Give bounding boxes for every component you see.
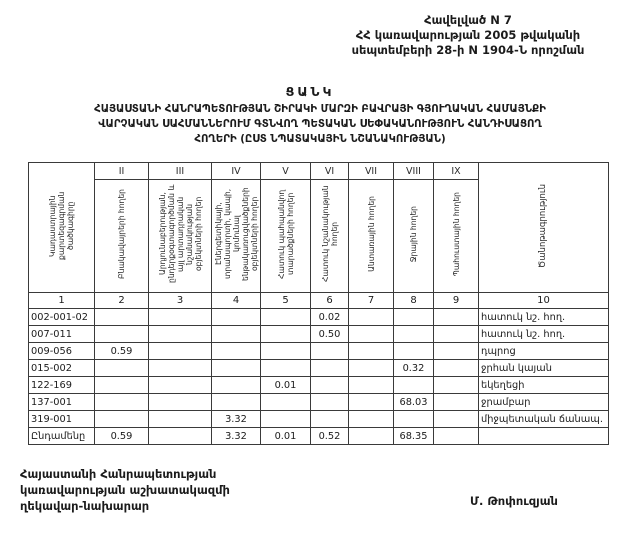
authority-line-3: ղեկավար-նախարար [20,499,150,513]
notes-column-header [479,163,609,293]
area-value-cell [149,428,212,445]
category-header-label: Հատուկ պահպանվող տարածքների հողեր [276,189,295,279]
area-value-cell [434,309,479,326]
authority-line-1: Հայաստանի Հանրապետության [20,467,217,481]
area-value-cell [149,309,212,326]
note-cell: դպրոց [479,343,609,360]
column-number: 3 [149,293,212,309]
table-row [29,377,609,394]
column-number: 5 [261,293,311,309]
annex-header [300,13,636,58]
category-header [394,180,434,293]
table-row [29,309,609,326]
area-value-cell [95,394,149,411]
category-header [434,180,479,293]
parcel-code-cell: 002-001-02 [29,309,95,326]
parcel-code-cell: Ընդամենը [29,428,95,445]
area-value-cell [349,309,394,326]
annex-number: Հավելված N 7 [424,13,512,27]
column-number: 7 [349,293,394,309]
parcel-code-cell: 015-002 [29,360,95,377]
column-number: 1 [29,293,95,309]
area-value-cell [349,428,394,445]
area-value-cell [349,377,394,394]
roman-numeral: IX [434,163,479,180]
column-number: 8 [394,293,434,309]
area-value-cell [394,377,434,394]
code-column-header-label: Կադաստրային քարտեզագրման ծածկագիրը [48,191,75,261]
area-value-cell [434,377,479,394]
area-value-cell [311,394,349,411]
document-subtitle [30,102,610,147]
area-value-cell [149,360,212,377]
category-header [311,180,349,293]
area-value-cell [349,411,394,428]
roman-numeral: III [149,163,212,180]
table-row [29,394,609,411]
roman-numeral: II [95,163,149,180]
note-cell: ջրամբար [479,394,609,411]
decision-line: սեպտեմբերի 28-ի N 1904-Ն որոշման [351,43,585,57]
area-value-cell [434,394,479,411]
note-cell: միջպետական ճանապ. [479,411,609,428]
roman-numeral: IV [212,163,261,180]
area-value-cell [394,343,434,360]
area-value-cell [212,360,261,377]
parcel-code-cell: 137-001 [29,394,95,411]
area-value-cell [149,394,212,411]
category-header [212,180,261,293]
note-cell [479,428,609,445]
signature-name: Մ. Թոփուզյան [470,494,558,508]
category-header [95,180,149,293]
area-value-cell: 0.02 [311,309,349,326]
area-value-cell [212,394,261,411]
roman-numeral: VI [311,163,349,180]
column-number: 10 [479,293,609,309]
column-number-row [29,293,609,309]
area-value-cell [311,360,349,377]
area-value-cell: 3.32 [212,411,261,428]
area-value-cell: 3.32 [212,428,261,445]
column-number: 6 [311,293,349,309]
code-column-header [29,163,95,293]
notes-column-header-label: Ծանոթագրություն [538,183,548,269]
area-value-cell [149,377,212,394]
area-value-cell: 68.03 [394,394,434,411]
parcel-code-cell: 122-169 [29,377,95,394]
land-list-table [28,162,609,445]
area-value-cell [349,360,394,377]
area-value-cell: 0.01 [261,377,311,394]
area-value-cell [311,377,349,394]
roman-numeral: V [261,163,311,180]
area-value-cell: 0.59 [95,343,149,360]
area-value-cell [434,411,479,428]
area-value-cell [261,309,311,326]
note-cell: ջրհան կայան [479,360,609,377]
category-header-label: Արդյունաբերության, ընդերքօգտագործման և այլ արտադրական նշանակության օբյեկտների հողեր [157,184,203,284]
table-row [29,360,609,377]
roman-numeral: VIII [394,163,434,180]
column-number: 9 [434,293,479,309]
table-row [29,326,609,343]
government-line: ՀՀ կառավարության 2005 թվականի [355,28,581,42]
area-value-cell [95,411,149,428]
table-row [29,428,609,445]
roman-numeral-row [29,163,609,180]
signing-authority [20,466,230,514]
area-value-cell [394,411,434,428]
area-value-cell: 0.32 [394,360,434,377]
column-number: 4 [212,293,261,309]
authority-line-2: կառավարության աշխատակազմի [20,483,230,497]
area-value-cell [212,309,261,326]
area-value-cell [349,394,394,411]
table-row [29,343,609,360]
area-value-cell [261,343,311,360]
category-header [149,180,212,293]
area-value-cell [434,326,479,343]
table-row [29,411,609,428]
area-value-cell [261,326,311,343]
area-value-cell [149,343,212,360]
category-header [261,180,311,293]
category-header-label: Անտառային հողեր [366,196,376,272]
area-value-cell [311,411,349,428]
area-value-cell [149,326,212,343]
category-header [349,180,394,293]
area-value-cell [95,309,149,326]
parcel-code-cell: 009-056 [29,343,95,360]
subtitle-line-1: ՀԱՅԱՍՏԱՆԻ ՀԱՆՐԱՊԵՏՈՒԹՅԱՆ ՇԻՐԱԿԻ ՄԱՐԶԻ ԲԱՎՐԱՅԻ ԳՅՈՒՂԱԿԱՆ ՀԱՄԱՅՆՔԻ [94,104,546,115]
area-value-cell: 0.52 [311,428,349,445]
category-header-label: Ջրային հողեր [409,205,418,263]
area-value-cell [149,411,212,428]
area-value-cell [212,326,261,343]
parcel-code-cell: 319-001 [29,411,95,428]
area-value-cell [394,326,434,343]
note-cell: հատուկ նշ. հող. [479,309,609,326]
area-value-cell [212,343,261,360]
roman-numeral: VII [349,163,394,180]
category-header-label: Հատուկ նշանակության հողեր [320,185,339,283]
note-cell: եկեղեցի [479,377,609,394]
subtitle-line-3: ՀՈՂԵՐԻ (ԸՍՏ ՆՊԱՏԱԿԱՅԻՆ ՆՇԱՆԱԿՈՒԹՅԱՆ) [194,134,446,145]
area-value-cell [434,343,479,360]
area-value-cell: 0.01 [261,428,311,445]
area-value-cell [95,360,149,377]
area-value-cell: 68.35 [394,428,434,445]
area-value-cell [261,411,311,428]
area-value-cell [434,428,479,445]
area-value-cell [394,309,434,326]
area-value-cell [349,326,394,343]
category-header-label: Էներգետիկայի, տրանսպորտի, կապի, կոմունալ ենթակառուցվածքների օբյեկտների հողեր [214,187,259,281]
column-number: 2 [95,293,149,309]
page-title: ՑԱՆԿ [285,84,335,99]
area-value-cell [95,326,149,343]
area-value-cell: 0.50 [311,326,349,343]
area-value-cell [434,360,479,377]
category-header-label: Պահուստային հողեր [451,191,461,277]
area-value-cell [311,343,349,360]
area-value-cell [212,377,261,394]
area-value-cell [261,394,311,411]
table-body [29,309,609,445]
area-value-cell [95,377,149,394]
area-value-cell [261,360,311,377]
area-value-cell: 0.59 [95,428,149,445]
subtitle-line-2: ՎԱՐՉԱԿԱՆ ՍԱՀՄԱՆՆԵՐՈՒՄ ԳՏՆՎՈՂ ՊԵՏԱԿԱՆ ՍԵՓԱԿԱՆՈՒԹՅՈՒՆ ՀԱՆԴԻՍԱՑՈՂ [98,119,542,130]
note-cell: հատուկ նշ. հող. [479,326,609,343]
category-header-label: Բնակավայրերի հողեր [117,189,126,279]
area-value-cell [349,343,394,360]
parcel-code-cell: 007-011 [29,326,95,343]
